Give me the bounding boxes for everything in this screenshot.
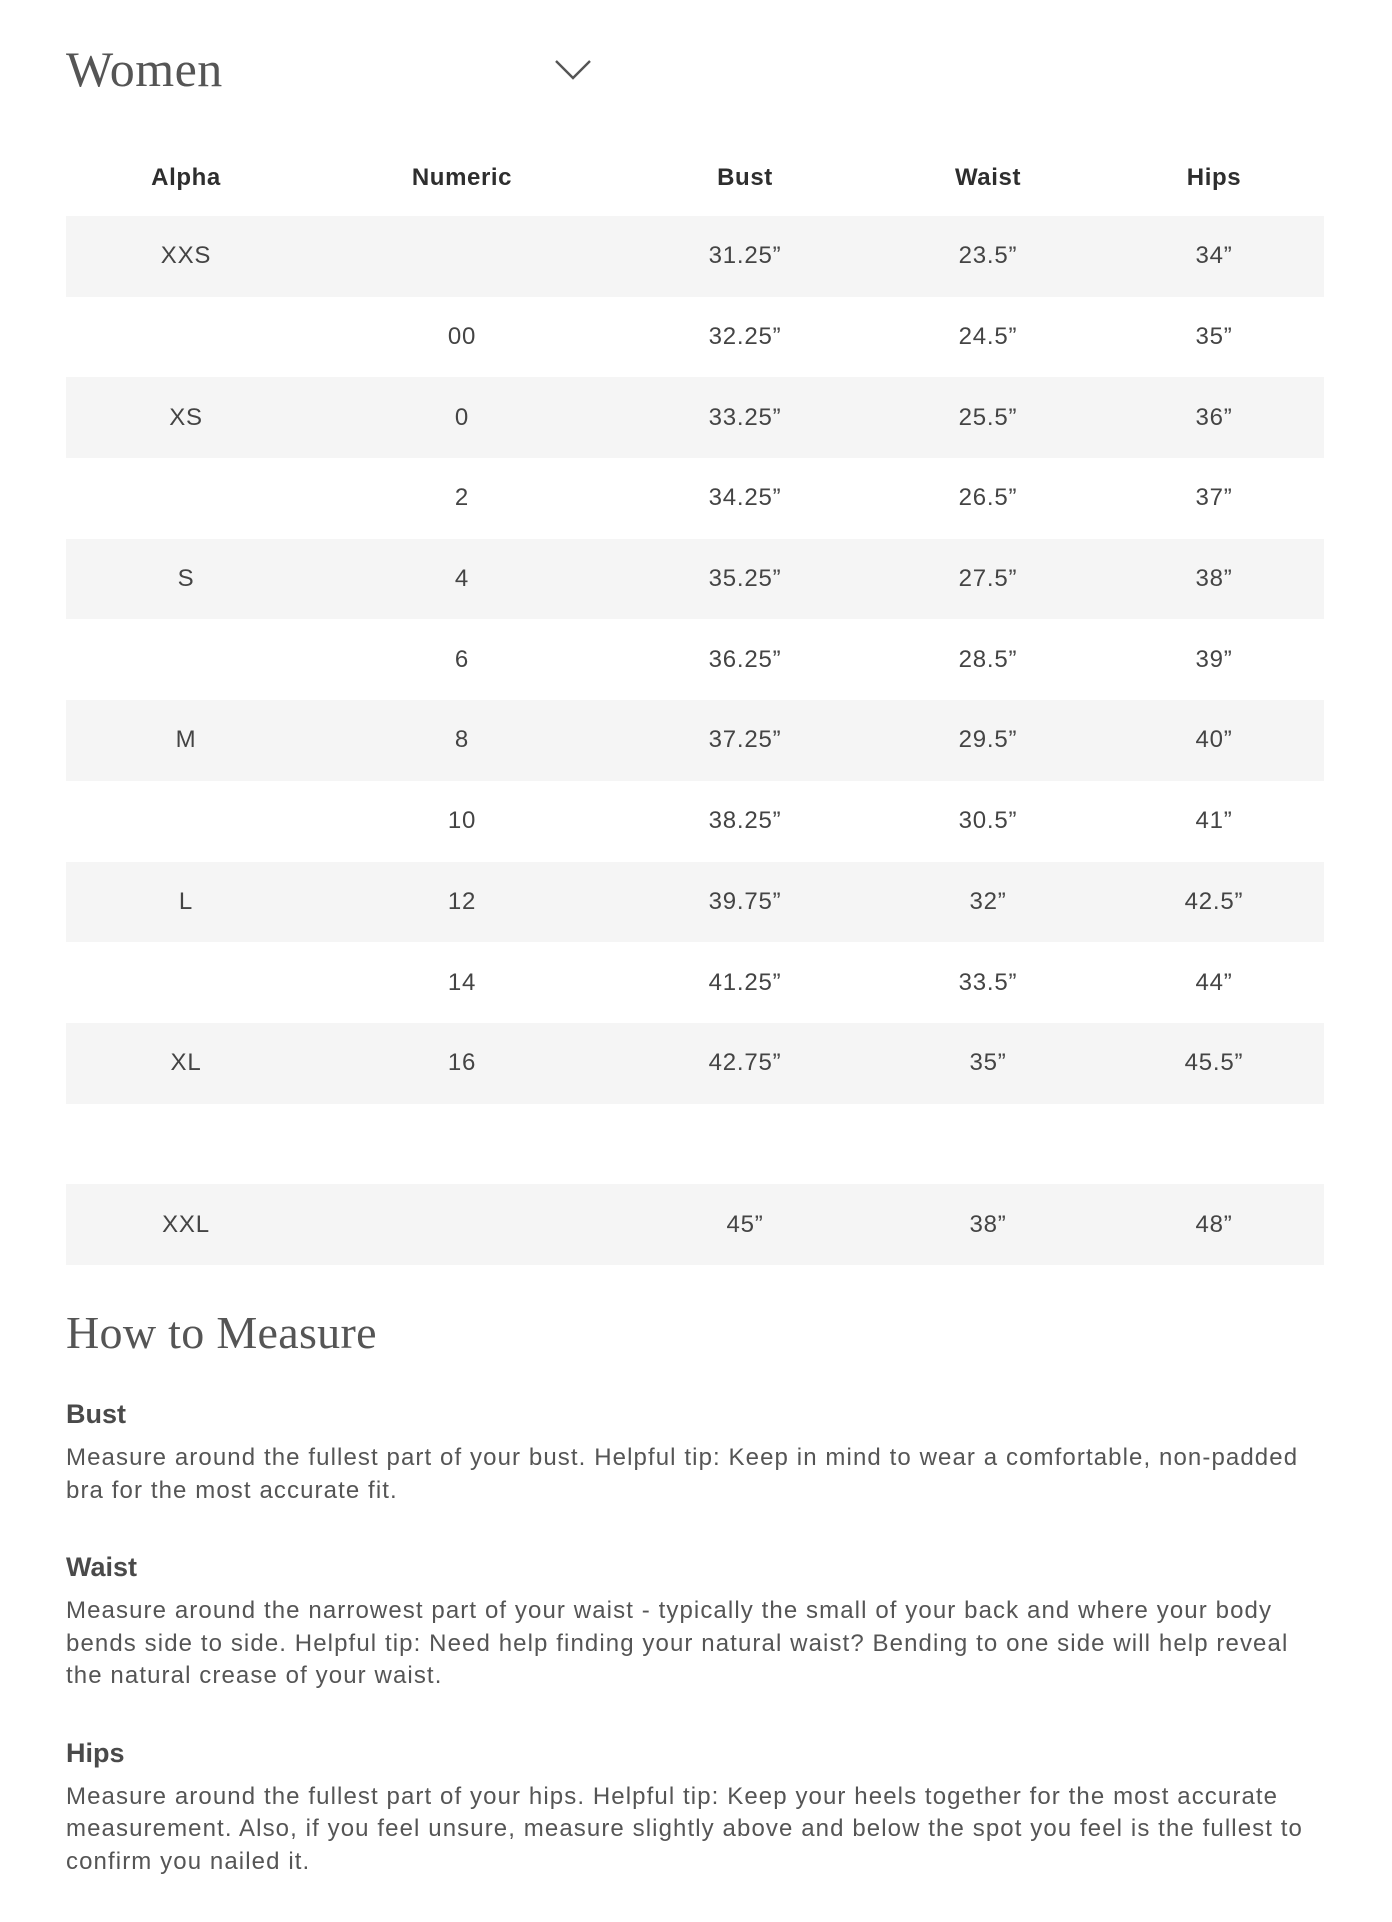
cell-hips: 41” <box>1195 807 1233 835</box>
column-header-numeric: Numeric <box>411 164 513 191</box>
cell-hips: 44” <box>1195 968 1233 996</box>
cell-alpha: L <box>66 862 306 943</box>
cell-bust: 31.25” <box>618 216 872 297</box>
cell-waist: 25.5” <box>872 377 1104 458</box>
table-header-row <box>66 140 1324 216</box>
how-to-measure-title: How to Measure <box>66 1307 377 1358</box>
cell-alpha: XXL <box>66 1184 306 1265</box>
cell-numeric: 10 <box>447 807 477 835</box>
cell-bust: 42.75” <box>618 1023 872 1104</box>
measure-item-waist <box>66 1547 1324 1693</box>
table-row <box>66 216 1324 297</box>
cell-hips: 34” <box>1104 216 1324 297</box>
cell-hips <box>1104 1104 1324 1185</box>
cell-alpha: M <box>66 700 306 781</box>
cell-hips: 37” <box>1195 484 1233 512</box>
chevron-down-icon <box>554 58 592 82</box>
table-row <box>66 781 1324 862</box>
measure-heading-waist: Waist <box>66 1552 138 1582</box>
cell-bust: 34.25” <box>708 484 782 512</box>
cell-bust: 45” <box>618 1184 872 1265</box>
cell-hips: 39” <box>1195 645 1233 673</box>
cell-waist: 38” <box>872 1184 1104 1265</box>
cell-waist: 30.5” <box>958 807 1018 835</box>
cell-waist: 29.5” <box>872 700 1104 781</box>
size-chart-table <box>66 140 1324 1265</box>
cell-waist: 35” <box>872 1023 1104 1104</box>
cell-waist: 28.5” <box>958 645 1018 673</box>
table-row <box>66 700 1324 781</box>
cell-alpha: XL <box>66 1023 306 1104</box>
cell-hips: 36” <box>1104 377 1324 458</box>
table-row <box>66 1104 1324 1185</box>
table-row <box>66 619 1324 700</box>
cell-numeric: 16 <box>306 1023 618 1104</box>
cell-alpha: XXS <box>66 216 306 297</box>
cell-numeric <box>306 1184 618 1265</box>
measure-text-waist: Measure around the narrowest part of your waist - typically the small of your back and where your body bends side to side. Helpful tip: Need help finding your natural waist? Bending to one side will help reveal the natural crease of your waist. <box>66 1597 1289 1689</box>
column-header-alpha: Alpha <box>151 164 221 191</box>
cell-numeric: 6 <box>454 645 470 673</box>
cell-alpha <box>66 942 306 1023</box>
category-dropdown[interactable] <box>66 30 596 110</box>
cell-hips: 45.5” <box>1104 1023 1324 1104</box>
category-dropdown-label: Women <box>66 41 223 97</box>
cell-waist <box>872 1104 1104 1185</box>
cell-waist: 27.5” <box>872 539 1104 620</box>
cell-bust: 36.25” <box>708 645 782 673</box>
table-row <box>66 1023 1324 1104</box>
column-header-hips: Hips <box>1186 164 1242 191</box>
cell-hips: 48” <box>1104 1184 1324 1265</box>
cell-numeric: 0 <box>306 377 618 458</box>
cell-waist: 23.5” <box>872 216 1104 297</box>
cell-waist: 24.5” <box>958 323 1018 351</box>
cell-bust: 39.75” <box>618 862 872 943</box>
cell-waist: 26.5” <box>958 484 1018 512</box>
cell-alpha <box>66 458 306 539</box>
cell-bust: 37.25” <box>618 700 872 781</box>
cell-numeric: 2 <box>454 484 470 512</box>
table-row <box>66 297 1324 378</box>
cell-hips: 40” <box>1104 700 1324 781</box>
cell-alpha <box>66 1104 306 1185</box>
cell-waist: 32” <box>872 862 1104 943</box>
measure-heading-bust: Bust <box>66 1399 126 1429</box>
cell-numeric: 4 <box>306 539 618 620</box>
cell-hips: 38” <box>1104 539 1324 620</box>
measure-item-bust <box>66 1394 1324 1507</box>
cell-numeric: 00 <box>447 323 477 351</box>
table-row <box>66 862 1324 943</box>
cell-bust: 41.25” <box>708 968 782 996</box>
cell-numeric: 8 <box>306 700 618 781</box>
cell-alpha: XS <box>66 377 306 458</box>
cell-hips: 42.5” <box>1104 862 1324 943</box>
table-row <box>66 539 1324 620</box>
measure-text-bust: Measure around the fullest part of your bust. Helpful tip: Keep in mind to wear a comfortable, non-padded bra for the most accurate fit. <box>66 1444 1299 1504</box>
measure-text-hips: Measure around the fullest part of your hips. Helpful tip: Keep your heels together for the most accurate measurement. Also, if you feel unsure, measure slightly above and below the spot you feel is the fullest to confirm you nailed it. <box>66 1782 1303 1875</box>
cell-alpha <box>66 619 306 700</box>
table-row <box>66 1184 1324 1265</box>
cell-hips: 35” <box>1195 323 1233 351</box>
measure-heading-hips: Hips <box>66 1737 125 1768</box>
table-row <box>66 458 1324 539</box>
table-row <box>66 377 1324 458</box>
cell-bust: 38.25” <box>708 807 782 835</box>
cell-numeric <box>306 216 618 297</box>
cell-waist: 33.5” <box>958 968 1018 996</box>
cell-bust <box>618 1104 872 1185</box>
column-header-waist: Waist <box>954 164 1022 191</box>
cell-numeric: 14 <box>447 968 477 996</box>
how-to-measure-section <box>66 1298 1324 1878</box>
table-row <box>66 942 1324 1023</box>
cell-bust: 35.25” <box>618 539 872 620</box>
cell-alpha: S <box>66 539 306 620</box>
cell-bust: 33.25” <box>618 377 872 458</box>
cell-bust: 32.25” <box>708 323 782 351</box>
cell-alpha <box>66 781 306 862</box>
cell-alpha <box>66 297 306 378</box>
cell-numeric: 12 <box>306 862 618 943</box>
measure-item-hips <box>66 1733 1324 1879</box>
column-header-bust: Bust <box>717 164 773 191</box>
cell-numeric <box>306 1104 618 1185</box>
